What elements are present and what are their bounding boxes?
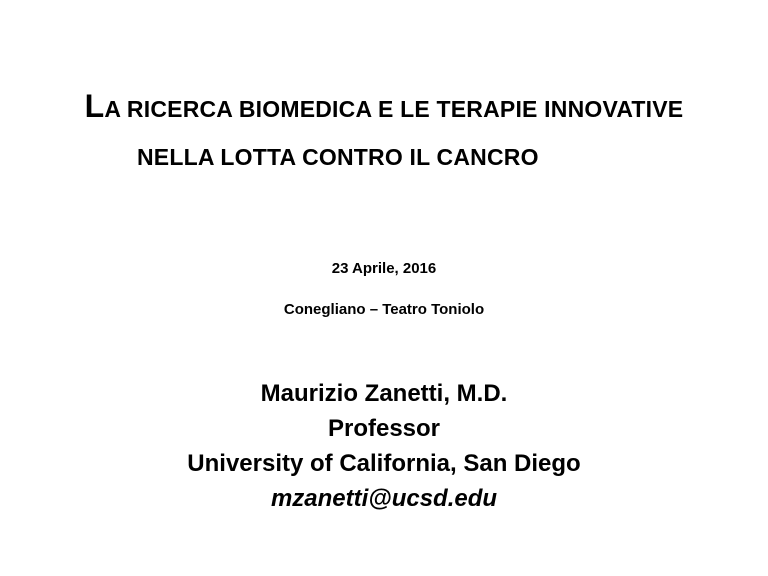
author-affiliation: University of California, San Diego — [187, 450, 581, 477]
event-venue: Conegliano – Teatro Toniolo — [283, 301, 485, 318]
title-initial-letter: L — [84, 88, 105, 124]
author-name: Maurizio Zanetti, M.D. — [260, 380, 508, 407]
event-date: 23 Aprile, 2016 — [331, 260, 437, 277]
author-block — [0, 376, 768, 516]
slide-title-line-2: NELLA LOTTA CONTRO IL CANCRO — [137, 144, 539, 170]
slide-title-line-1 — [0, 88, 768, 125]
title-line-1-text: A RICERCA BIOMEDICA E LE TERAPIE INNOVATIVE — [104, 96, 684, 122]
author-email: mzanetti@ucsd.edu — [270, 485, 498, 512]
author-title: Professor — [327, 415, 441, 442]
